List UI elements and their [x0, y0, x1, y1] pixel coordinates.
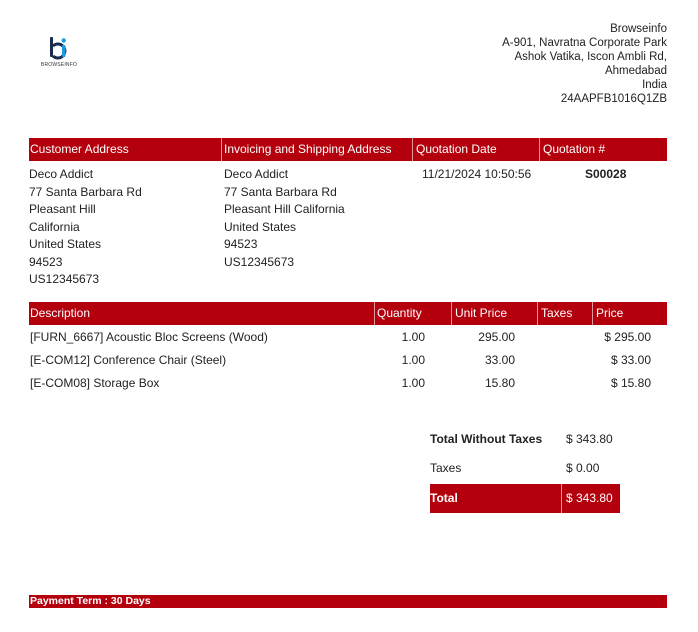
quantity-header: Quantity — [377, 306, 422, 320]
line-description: [E-COM12] Conference Chair (Steel) — [30, 353, 227, 367]
customer-address-header: Customer Address — [30, 142, 129, 156]
total-divider — [561, 484, 562, 513]
line-unit-price: 295.00 — [478, 330, 515, 344]
line-quantity: 1.00 — [401, 330, 425, 344]
line-unit-price: 15.80 — [484, 376, 515, 390]
lines-header-bar — [29, 302, 667, 325]
quotation-date-header: Quotation Date — [416, 142, 497, 156]
header-divider — [539, 138, 540, 161]
payment-term: Payment Term : 30 Days — [30, 595, 151, 607]
taxes-total-value: $ 0.00 — [566, 461, 600, 475]
price-header: Price — [596, 306, 624, 320]
line-description: [E-COM08] Storage Box — [30, 376, 160, 390]
quotation-number-value: S00028 — [585, 167, 627, 181]
company-tax-id: 24AAPFB1016Q1ZB — [560, 93, 667, 105]
company-address-line-2: Ashok Vatika, Iscon Ambli Rd, — [514, 51, 667, 63]
line-quantity: 1.00 — [401, 376, 425, 390]
company-logo — [34, 34, 84, 74]
customer-zip: 94523 — [29, 254, 63, 269]
customer-city: Pleasant Hill — [29, 202, 96, 216]
info-header-bar — [29, 138, 667, 161]
customer-state: California — [29, 219, 80, 234]
table-row — [29, 326, 667, 349]
line-price: $ 33.00 — [610, 353, 651, 367]
line-price: $ 295.00 — [604, 330, 651, 344]
taxes-header: Taxes — [541, 306, 573, 320]
header-divider — [592, 302, 593, 325]
description-header: Description — [30, 306, 91, 320]
taxes-total-label: Taxes — [430, 461, 462, 475]
customer-country: United States — [29, 237, 102, 251]
taxes-total-row — [430, 454, 620, 482]
header-divider — [451, 302, 452, 325]
company-logo-text: BROWSEINFO — [40, 62, 78, 68]
table-row — [29, 372, 667, 395]
header-divider — [537, 302, 538, 325]
shipping-country: United States — [224, 219, 297, 234]
header-divider — [412, 138, 413, 161]
line-description: [FURN_6667] Acoustic Bloc Screens (Wood) — [30, 330, 268, 344]
grand-total-label: Total — [430, 491, 458, 505]
shipping-city-state: Pleasant Hill California — [224, 202, 345, 216]
line-price: $ 15.80 — [610, 376, 651, 390]
shipping-zip: 94523 — [224, 237, 258, 251]
untaxed-total-value: $ 343.80 — [566, 432, 613, 446]
company-country: India — [642, 79, 667, 91]
unit-price-header: Unit Price — [455, 306, 508, 320]
customer-name: Deco Addict — [29, 167, 94, 181]
company-city: Ahmedabad — [604, 65, 667, 77]
shipping-vat: US12345673 — [224, 254, 295, 269]
line-unit-price: 33.00 — [484, 353, 515, 367]
untaxed-total-row — [430, 425, 620, 453]
customer-street: 77 Santa Barbara Rd — [29, 184, 142, 199]
quotation-date-value: 11/21/2024 10:50:56 — [422, 167, 532, 181]
shipping-street: 77 Santa Barbara Rd — [224, 184, 337, 199]
shipping-name: Deco Addict — [224, 167, 289, 181]
company-logo-icon — [34, 34, 84, 62]
grand-total-value: $ 343.80 — [566, 491, 613, 505]
company-address — [502, 22, 667, 106]
quotation-number-header: Quotation # — [543, 142, 606, 156]
quotation-number — [585, 166, 626, 184]
header-divider — [221, 138, 222, 161]
customer-address — [29, 166, 142, 289]
grand-total-row — [430, 484, 620, 513]
shipping-address — [224, 166, 345, 271]
company-address-line-1: A-901, Navratna Corporate Park — [502, 37, 667, 49]
customer-vat: US12345673 — [29, 272, 100, 286]
line-quantity: 1.00 — [401, 353, 425, 367]
table-row — [29, 349, 667, 372]
invoicing-shipping-header: Invoicing and Shipping Address — [224, 142, 392, 156]
header-divider — [374, 302, 375, 325]
payment-term-bar — [29, 595, 667, 608]
company-name: Browseinfo — [610, 23, 667, 35]
quotation-date — [422, 166, 531, 184]
untaxed-total-label: Total Without Taxes — [430, 432, 543, 446]
